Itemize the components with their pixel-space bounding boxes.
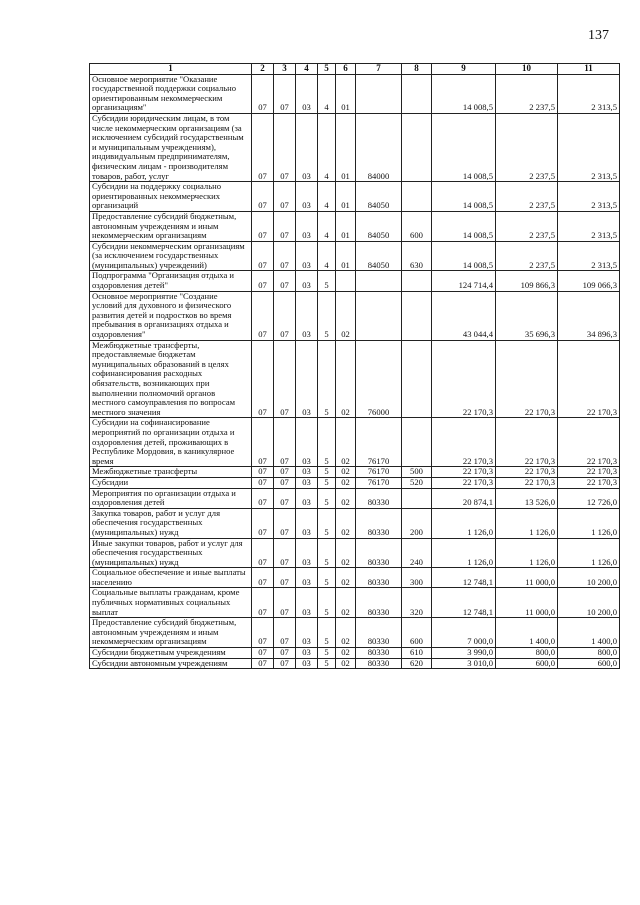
amount-cell: 2 313,5 <box>558 74 620 113</box>
code-cell <box>356 74 402 113</box>
code-cell: 5 <box>318 658 336 669</box>
code-cell: 5 <box>318 340 336 418</box>
row-name-cell: Мероприятия по организации отдыха и оздоровления детей <box>90 488 252 508</box>
code-cell: 4 <box>318 211 336 241</box>
row-name-cell: Субсидии <box>90 477 252 488</box>
code-cell <box>402 271 432 291</box>
code-cell: 07 <box>252 211 274 241</box>
code-cell: 80330 <box>356 588 402 618</box>
code-cell: 07 <box>252 113 274 181</box>
code-cell: 03 <box>296 241 318 271</box>
code-cell: 07 <box>252 477 274 488</box>
code-cell: 02 <box>336 588 356 618</box>
code-cell: 07 <box>274 211 296 241</box>
column-header: 5 <box>318 64 336 75</box>
amount-cell: 109 066,3 <box>558 271 620 291</box>
row-name-cell: Межбюджетные трансферты, предоставляемые бюджетам муниципальных образований в целях софинансирования расходных обязательств, возникающих при выполнении полномочий органов местного самоуправления по вопросам местного значения <box>90 340 252 418</box>
code-cell: 07 <box>274 291 296 340</box>
amount-cell: 35 696,3 <box>496 291 558 340</box>
amount-cell: 22 170,3 <box>558 340 620 418</box>
amount-cell: 20 874,1 <box>432 488 496 508</box>
amount-cell: 22 170,3 <box>558 477 620 488</box>
code-cell <box>402 418 432 467</box>
amount-cell: 22 170,3 <box>496 340 558 418</box>
amount-cell: 1 400,0 <box>558 618 620 648</box>
table-row <box>90 588 620 618</box>
table-row <box>90 658 620 669</box>
amount-cell: 14 008,5 <box>432 211 496 241</box>
amount-cell: 800,0 <box>558 648 620 659</box>
code-cell: 03 <box>296 467 318 478</box>
table-row <box>90 618 620 648</box>
column-header: 4 <box>296 64 318 75</box>
code-cell: 07 <box>274 658 296 669</box>
code-cell: 07 <box>274 477 296 488</box>
amount-cell: 22 170,3 <box>432 477 496 488</box>
table-row <box>90 477 620 488</box>
code-cell: 01 <box>336 241 356 271</box>
code-cell <box>402 340 432 418</box>
amount-cell: 2 237,5 <box>496 211 558 241</box>
code-cell: 4 <box>318 241 336 271</box>
amount-cell: 1 126,0 <box>496 508 558 538</box>
table-row <box>90 74 620 113</box>
code-cell: 5 <box>318 648 336 659</box>
code-cell: 5 <box>318 271 336 291</box>
amount-cell: 22 170,3 <box>496 467 558 478</box>
code-cell: 4 <box>318 113 336 181</box>
code-cell: 84050 <box>356 211 402 241</box>
amount-cell: 14 008,5 <box>432 182 496 212</box>
code-cell: 03 <box>296 291 318 340</box>
table-row <box>90 418 620 467</box>
code-cell: 07 <box>252 618 274 648</box>
amount-cell: 124 714,4 <box>432 271 496 291</box>
code-cell: 02 <box>336 658 356 669</box>
code-cell: 07 <box>252 418 274 467</box>
code-cell: 07 <box>252 488 274 508</box>
code-cell: 240 <box>402 538 432 568</box>
amount-cell: 14 008,5 <box>432 241 496 271</box>
code-cell: 07 <box>252 658 274 669</box>
row-name-cell: Подпрограмма "Организация отдыха и оздоровления детей" <box>90 271 252 291</box>
amount-cell: 800,0 <box>496 648 558 659</box>
code-cell: 600 <box>402 211 432 241</box>
code-cell: 07 <box>274 418 296 467</box>
row-name-cell: Иные закупки товаров, работ и услуг для обеспечения государственных (муниципальных) нужд <box>90 538 252 568</box>
code-cell: 03 <box>296 618 318 648</box>
code-cell: 80330 <box>356 538 402 568</box>
code-cell: 03 <box>296 74 318 113</box>
code-cell <box>402 74 432 113</box>
code-cell: 03 <box>296 182 318 212</box>
amount-cell: 13 526,0 <box>496 488 558 508</box>
amount-cell: 2 313,5 <box>558 241 620 271</box>
code-cell <box>356 271 402 291</box>
code-cell: 02 <box>336 291 356 340</box>
amount-cell: 10 200,0 <box>558 568 620 588</box>
code-cell: 80330 <box>356 618 402 648</box>
amount-cell: 1 126,0 <box>432 538 496 568</box>
code-cell: 03 <box>296 477 318 488</box>
code-cell: 84000 <box>356 113 402 181</box>
column-header: 7 <box>356 64 402 75</box>
amount-cell: 22 170,3 <box>558 467 620 478</box>
code-cell: 07 <box>252 291 274 340</box>
code-cell: 5 <box>318 538 336 568</box>
row-name-cell: Субсидии бюджетным учреждениям <box>90 648 252 659</box>
code-cell: 07 <box>274 113 296 181</box>
amount-cell: 1 400,0 <box>496 618 558 648</box>
table-row <box>90 291 620 340</box>
code-cell: 07 <box>252 588 274 618</box>
code-cell: 02 <box>336 508 356 538</box>
code-cell: 5 <box>318 418 336 467</box>
code-cell <box>336 271 356 291</box>
code-cell: 5 <box>318 488 336 508</box>
amount-cell: 1 126,0 <box>432 508 496 538</box>
amount-cell: 22 170,3 <box>432 467 496 478</box>
amount-cell: 12 726,0 <box>558 488 620 508</box>
amount-cell: 7 000,0 <box>432 618 496 648</box>
table-row <box>90 508 620 538</box>
code-cell: 02 <box>336 418 356 467</box>
code-cell: 03 <box>296 588 318 618</box>
amount-cell: 34 896,3 <box>558 291 620 340</box>
code-cell: 5 <box>318 477 336 488</box>
amount-cell: 14 008,5 <box>432 74 496 113</box>
code-cell: 01 <box>336 113 356 181</box>
row-name-cell: Закупка товаров, работ и услуг для обеспечения государственных (муниципальных) нужд <box>90 508 252 538</box>
code-cell: 07 <box>274 241 296 271</box>
page-number: 137 <box>588 28 609 43</box>
code-cell: 01 <box>336 211 356 241</box>
amount-cell: 1 126,0 <box>558 538 620 568</box>
code-cell: 07 <box>274 182 296 212</box>
code-cell: 03 <box>296 113 318 181</box>
table-row <box>90 467 620 478</box>
code-cell: 01 <box>336 74 356 113</box>
header-row <box>90 64 620 75</box>
code-cell: 03 <box>296 648 318 659</box>
code-cell: 07 <box>252 538 274 568</box>
row-name-cell: Основное мероприятие "Оказание государственной поддержки социально ориентированным некоммерческим организациям" <box>90 74 252 113</box>
code-cell: 07 <box>252 241 274 271</box>
amount-cell: 22 170,3 <box>496 477 558 488</box>
column-header: 11 <box>558 64 620 75</box>
column-header: 6 <box>336 64 356 75</box>
table-row <box>90 568 620 588</box>
code-cell: 200 <box>402 508 432 538</box>
code-cell: 07 <box>252 74 274 113</box>
code-cell: 4 <box>318 182 336 212</box>
code-cell: 76170 <box>356 477 402 488</box>
row-name-cell: Межбюджетные трансферты <box>90 467 252 478</box>
row-name-cell: Основное мероприятие "Создание условий для духовного и физического развития детей и подростков во время пребывания в организациях отдыха и оздоровления" <box>90 291 252 340</box>
amount-cell: 2 313,5 <box>558 182 620 212</box>
amount-cell: 2 237,5 <box>496 113 558 181</box>
code-cell: 07 <box>274 488 296 508</box>
code-cell: 03 <box>296 488 318 508</box>
code-cell: 80330 <box>356 508 402 538</box>
amount-cell: 1 126,0 <box>558 508 620 538</box>
code-cell <box>402 182 432 212</box>
code-cell: 07 <box>274 648 296 659</box>
code-cell <box>402 113 432 181</box>
code-cell: 02 <box>336 488 356 508</box>
row-name-cell: Субсидии автономным учреждениям <box>90 658 252 669</box>
column-header: 2 <box>252 64 274 75</box>
code-cell: 5 <box>318 508 336 538</box>
code-cell: 80330 <box>356 648 402 659</box>
code-cell: 02 <box>336 618 356 648</box>
code-cell: 600 <box>402 618 432 648</box>
row-name-cell: Субсидии на софинансирование мероприятий по организации отдыха и оздоровления детей, проживающих в Республике Мордовия, в каникулярное время <box>90 418 252 467</box>
amount-cell: 600,0 <box>496 658 558 669</box>
table-row <box>90 648 620 659</box>
code-cell: 76170 <box>356 418 402 467</box>
table-row <box>90 271 620 291</box>
code-cell: 320 <box>402 588 432 618</box>
code-cell: 300 <box>402 568 432 588</box>
code-cell: 03 <box>296 211 318 241</box>
amount-cell: 3 990,0 <box>432 648 496 659</box>
amount-cell: 10 200,0 <box>558 588 620 618</box>
code-cell: 5 <box>318 568 336 588</box>
amount-cell: 11 000,0 <box>496 588 558 618</box>
column-header: 1 <box>90 64 252 75</box>
code-cell: 80330 <box>356 658 402 669</box>
code-cell <box>402 291 432 340</box>
column-header: 9 <box>432 64 496 75</box>
code-cell: 520 <box>402 477 432 488</box>
code-cell: 76000 <box>356 340 402 418</box>
code-cell: 02 <box>336 538 356 568</box>
code-cell: 610 <box>402 648 432 659</box>
code-cell: 07 <box>274 508 296 538</box>
budget-table <box>89 63 620 669</box>
code-cell: 07 <box>274 568 296 588</box>
code-cell <box>402 488 432 508</box>
code-cell: 630 <box>402 241 432 271</box>
table-row <box>90 241 620 271</box>
table-row <box>90 538 620 568</box>
amount-cell: 11 000,0 <box>496 568 558 588</box>
code-cell: 07 <box>252 182 274 212</box>
code-cell: 02 <box>336 467 356 478</box>
column-header: 3 <box>274 64 296 75</box>
amount-cell: 22 170,3 <box>496 418 558 467</box>
code-cell: 500 <box>402 467 432 478</box>
code-cell: 07 <box>252 467 274 478</box>
amount-cell: 3 010,0 <box>432 658 496 669</box>
code-cell: 07 <box>252 340 274 418</box>
code-cell: 80330 <box>356 488 402 508</box>
row-name-cell: Предоставление субсидий бюджетным, автономным учреждениям и иным некоммерческим организациям <box>90 618 252 648</box>
amount-cell: 2 313,5 <box>558 113 620 181</box>
column-header: 8 <box>402 64 432 75</box>
code-cell: 03 <box>296 508 318 538</box>
code-cell: 4 <box>318 74 336 113</box>
row-name-cell: Субсидии некоммерческим организациям (за исключением государственных (муниципальных) учреждений) <box>90 241 252 271</box>
row-name-cell: Субсидии юридическим лицам, в том числе некоммерческим организациям (за исключением субсидий государственным и муниципальным учреждениям), индивидуальным предпринимателям, физическим лицам - производителям товаров, работ, услуг <box>90 113 252 181</box>
amount-cell: 2 237,5 <box>496 241 558 271</box>
code-cell: 5 <box>318 618 336 648</box>
code-cell: 02 <box>336 648 356 659</box>
code-cell: 07 <box>252 271 274 291</box>
row-name-cell: Предоставление субсидий бюджетным, автономным учреждениям и иным некоммерческим организациям <box>90 211 252 241</box>
amount-cell: 43 044,4 <box>432 291 496 340</box>
code-cell: 84050 <box>356 182 402 212</box>
amount-cell: 109 866,3 <box>496 271 558 291</box>
amount-cell: 22 170,3 <box>432 418 496 467</box>
amount-cell: 22 170,3 <box>432 340 496 418</box>
code-cell: 07 <box>274 538 296 568</box>
row-name-cell: Социальные выплаты гражданам, кроме публичных нормативных социальных выплат <box>90 588 252 618</box>
code-cell: 02 <box>336 477 356 488</box>
code-cell: 07 <box>274 588 296 618</box>
code-cell: 03 <box>296 271 318 291</box>
code-cell: 5 <box>318 588 336 618</box>
amount-cell: 12 748,1 <box>432 588 496 618</box>
table-row <box>90 340 620 418</box>
table-row <box>90 488 620 508</box>
code-cell: 5 <box>318 291 336 340</box>
code-cell: 07 <box>252 648 274 659</box>
code-cell: 07 <box>274 618 296 648</box>
table-row <box>90 211 620 241</box>
amount-cell: 2 313,5 <box>558 211 620 241</box>
row-name-cell: Социальное обеспечение и иные выплаты населению <box>90 568 252 588</box>
code-cell: 07 <box>252 568 274 588</box>
code-cell: 5 <box>318 467 336 478</box>
amount-cell: 1 126,0 <box>496 538 558 568</box>
code-cell: 84050 <box>356 241 402 271</box>
code-cell: 80330 <box>356 568 402 588</box>
code-cell: 620 <box>402 658 432 669</box>
amount-cell: 2 237,5 <box>496 74 558 113</box>
column-header: 10 <box>496 64 558 75</box>
code-cell: 03 <box>296 538 318 568</box>
code-cell: 76170 <box>356 467 402 478</box>
code-cell <box>356 291 402 340</box>
code-cell: 07 <box>274 74 296 113</box>
code-cell: 07 <box>274 271 296 291</box>
amount-cell: 2 237,5 <box>496 182 558 212</box>
code-cell: 02 <box>336 340 356 418</box>
code-cell: 07 <box>252 508 274 538</box>
amount-cell: 22 170,3 <box>558 418 620 467</box>
row-name-cell: Субсидии на поддержку социально ориентированных некоммерческих организаций <box>90 182 252 212</box>
amount-cell: 14 008,5 <box>432 113 496 181</box>
code-cell: 01 <box>336 182 356 212</box>
code-cell: 07 <box>274 340 296 418</box>
code-cell: 07 <box>274 467 296 478</box>
code-cell: 03 <box>296 568 318 588</box>
table-row <box>90 182 620 212</box>
amount-cell: 600,0 <box>558 658 620 669</box>
code-cell: 03 <box>296 658 318 669</box>
amount-cell: 12 748,1 <box>432 568 496 588</box>
code-cell: 03 <box>296 340 318 418</box>
code-cell: 03 <box>296 418 318 467</box>
code-cell: 02 <box>336 568 356 588</box>
table-row <box>90 113 620 181</box>
